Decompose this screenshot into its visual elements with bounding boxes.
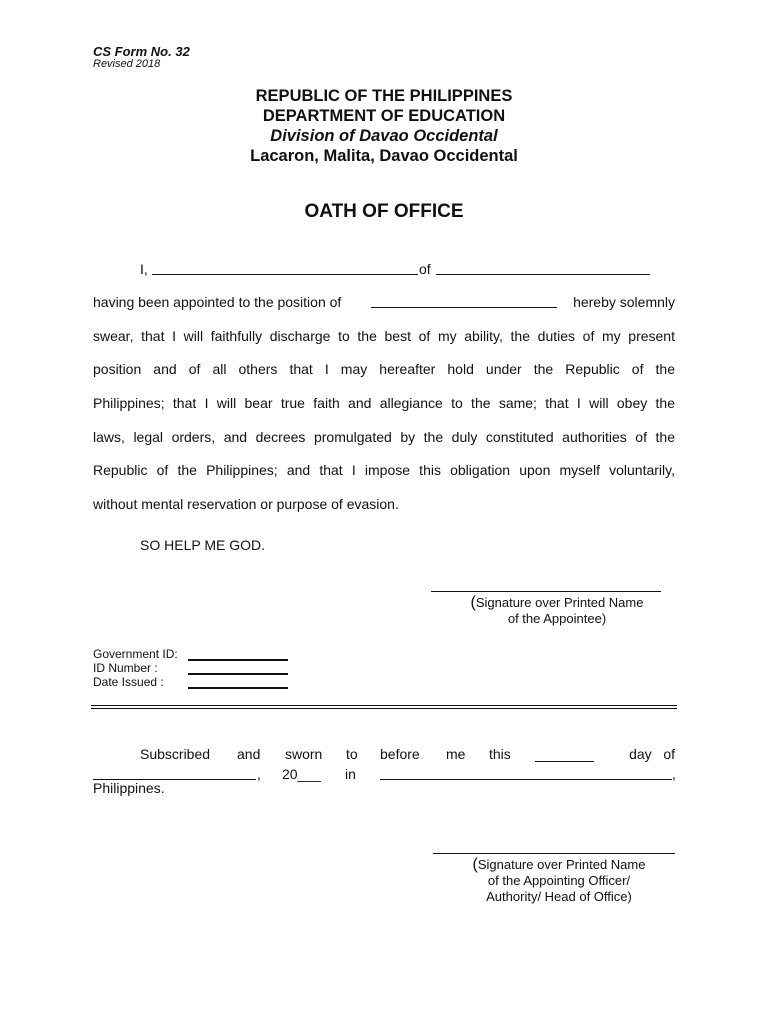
officer-caption-line3: Authority/ Head of Office) xyxy=(486,889,632,904)
header-division: Division of Davao Occidental xyxy=(270,127,498,145)
jurat-word-1: Subscribed xyxy=(140,746,211,762)
jurat-philippines: Philippines. xyxy=(93,780,165,796)
jurat-in: in xyxy=(345,766,356,782)
officer-caption-line1: Signature over Printed Name xyxy=(477,857,646,872)
jurat-place-blank[interactable] xyxy=(380,779,672,780)
appointee-signature-line[interactable] xyxy=(431,591,661,592)
oath-closing: SO HELP ME GOD. xyxy=(140,537,265,553)
appointee-caption-line2: of the Appointee) xyxy=(507,611,607,626)
gov-id-label: Government ID: xyxy=(93,647,178,661)
officer-signature-line[interactable] xyxy=(433,853,675,854)
header-department: DEPARTMENT OF EDUCATION xyxy=(262,107,506,125)
id-number-field[interactable] xyxy=(188,673,288,675)
oath-line-3: swear, that I will faithfully discharge to the best of my ability, the duties of my present xyxy=(93,328,675,344)
jurat-word-2: and xyxy=(237,746,261,762)
oath-line-7: Republic of the Philippines; and that I impose this obligation upon myself voluntarily, xyxy=(93,462,675,478)
paren-open: ( xyxy=(472,856,478,873)
oath-line-8: without mental reservation or purpose of evasion. xyxy=(93,496,399,512)
divider-bottom xyxy=(91,708,677,709)
jurat-year[interactable]: 20___ xyxy=(282,766,321,782)
jurat-word-5: before xyxy=(380,746,420,762)
appointee-signature-caption xyxy=(431,595,683,627)
id-number-label: ID Number : xyxy=(93,661,158,675)
jurat-day-blank[interactable] xyxy=(535,761,594,762)
form-number: CS Form No. 32 xyxy=(93,44,190,59)
jurat-word-4: to xyxy=(346,746,358,762)
jurat-word-6: me xyxy=(446,746,466,762)
oath-pronoun: I, xyxy=(140,261,148,277)
appointee-caption-line1: Signature over Printed Name xyxy=(475,595,644,610)
header-republic: REPUBLIC OF THE PHILIPPINES xyxy=(255,87,513,105)
date-issued-field[interactable] xyxy=(188,687,288,689)
jurat-comma-1: , xyxy=(257,766,261,782)
position-blank-line[interactable] xyxy=(371,307,557,308)
oath-position-text: having been appointed to the position of xyxy=(93,294,342,310)
name-blank-line[interactable] xyxy=(152,274,418,275)
officer-caption-line2: of the Appointing Officer/ xyxy=(487,873,631,888)
jurat-day-of: day of xyxy=(629,746,675,762)
gov-id-field[interactable] xyxy=(188,659,288,661)
oath-solemnly-text: hereby solemnly xyxy=(573,294,675,310)
header-address: Lacaron, Malita, Davao Occidental xyxy=(250,147,518,165)
oath-line-5: Philippines; that I will bear true faith and allegiance to the same; that I will obey the xyxy=(93,395,675,411)
jurat-word-3: sworn xyxy=(285,746,323,762)
oath-of-label: of xyxy=(419,261,431,277)
jurat-comma-2: , xyxy=(672,766,676,782)
divider-top xyxy=(91,705,677,706)
oath-line-4: position and of all others that I may hereafter hold under the Republic of the xyxy=(93,361,675,377)
page-title: OATH OF OFFICE xyxy=(304,201,464,222)
officer-signature-caption xyxy=(433,857,685,905)
address-blank-line[interactable] xyxy=(436,274,650,275)
jurat-word-7: this xyxy=(489,746,511,762)
paren-open: ( xyxy=(470,594,476,611)
form-revised: Revised 2018 xyxy=(93,58,161,70)
date-issued-label: Date Issued : xyxy=(93,675,164,689)
oath-line-6: laws, legal orders, and decrees promulgated by the duly constituted authorities of the xyxy=(93,429,675,445)
